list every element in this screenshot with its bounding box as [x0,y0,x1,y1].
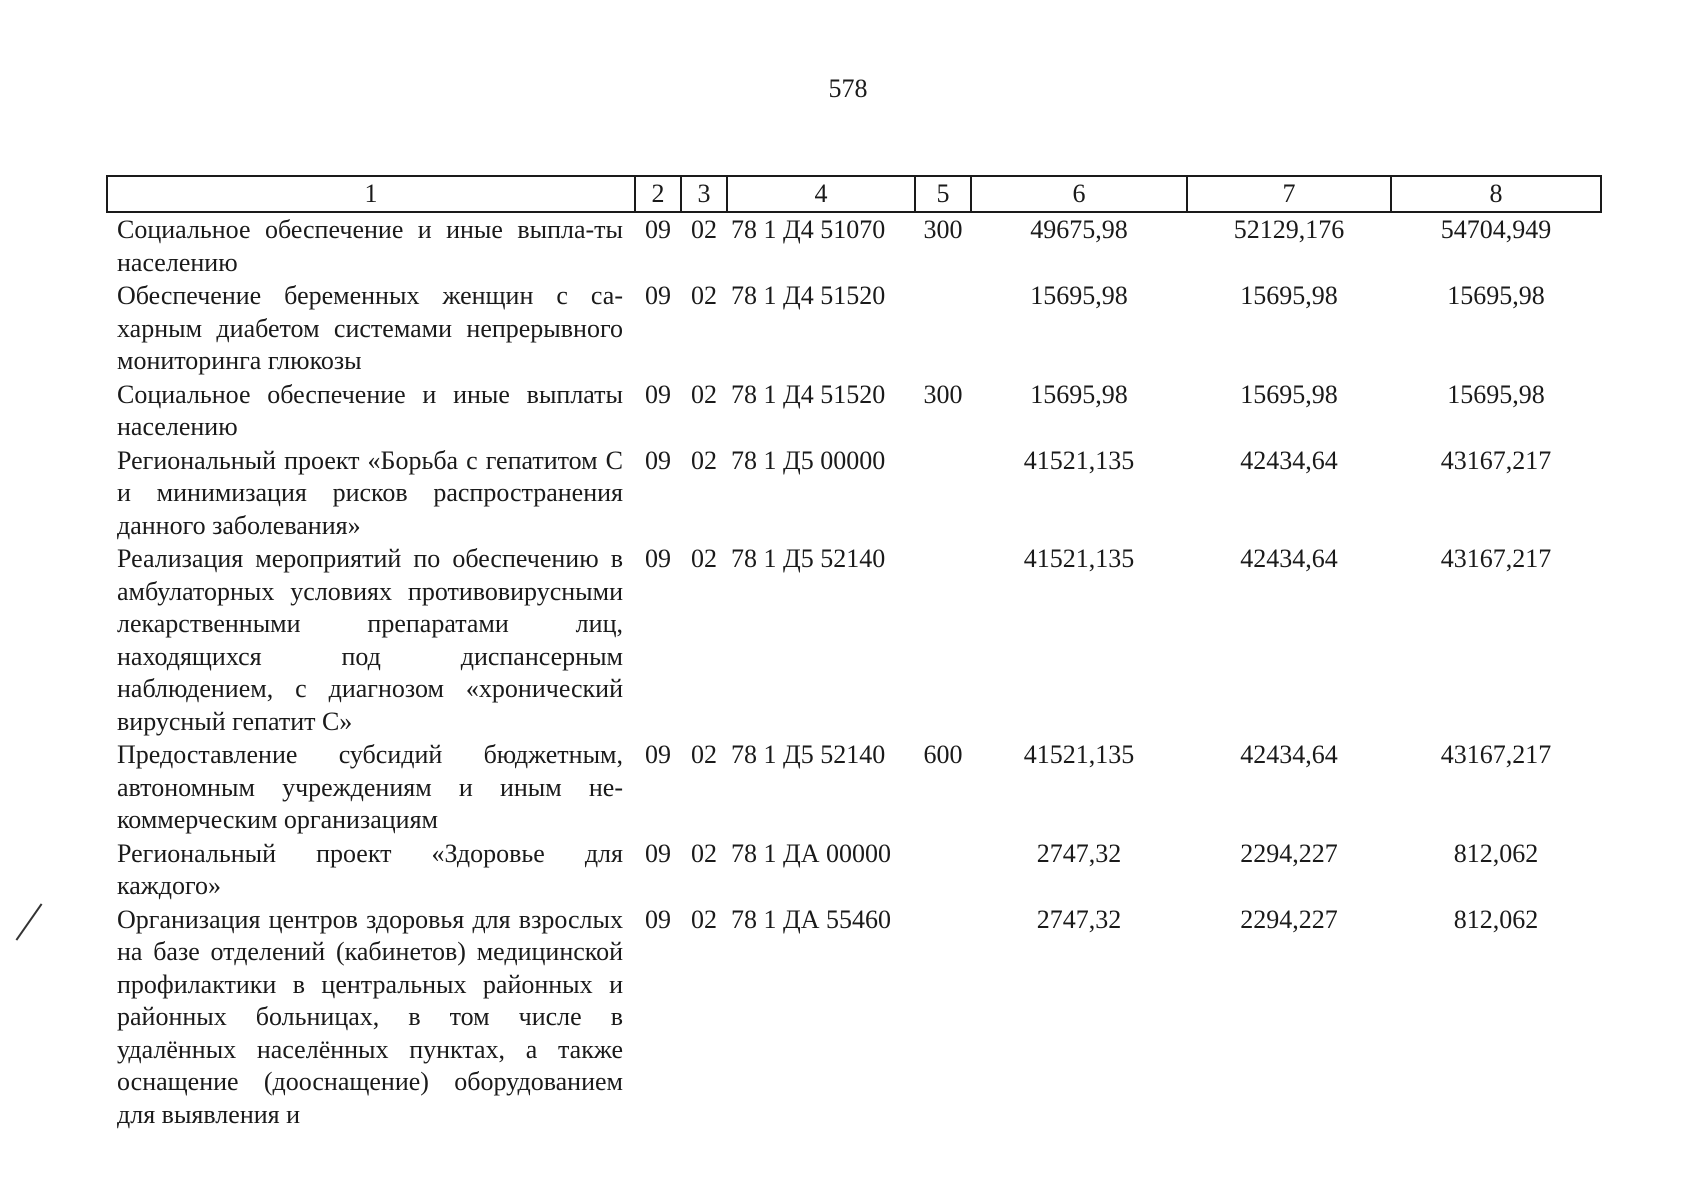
row-amount-1: 41521,135 [1023,445,1135,475]
table-row [107,903,1601,1132]
row-amount-3: 15695,98 [1447,281,1545,310]
row-target-code: 78 1 Д5 00000 [731,445,886,475]
row-amount-2: 15695,98 [1240,379,1338,409]
row-expense-type [915,542,971,738]
pen-mark [16,903,43,940]
row-subsection: 02 [691,379,717,409]
row-amount-3: 15695,98 [1447,379,1545,409]
row-section: 09 [645,281,671,310]
row-expense-type [915,279,971,378]
row-amount-1: 2747,32 [1036,838,1122,868]
row-expense-type: 600 [923,740,963,769]
row-name: Социальное обеспечение и иные выплаты населению [117,379,623,441]
row-amount-2: 2294,227 [1240,838,1338,868]
row-amount-2: 42434,64 [1240,445,1338,475]
row-amount-3: 43167,217 [1440,740,1552,769]
row-name: Обеспечение беременных женщин с сахарным диабетом системами непрерывного мониторинга глюкозы [117,281,623,375]
header-col-1: 1 [107,176,635,212]
header-col-6: 6 [971,176,1187,212]
row-amount-2: 52129,176 [1233,215,1345,244]
row-section: 09 [645,838,671,868]
page-number: 578 [828,74,868,103]
row-amount-3: 43167,217 [1440,544,1552,573]
table-row [107,542,1601,738]
row-expense-type: 300 [923,379,963,409]
row-subsection: 02 [691,544,717,573]
row-amount-3: 812,062 [1453,904,1539,934]
row-section: 09 [645,740,671,769]
table-row [107,378,1601,444]
row-amount-1: 15695,98 [1030,281,1128,310]
budget-table [106,175,1602,1131]
row-amount-1: 15695,98 [1030,379,1128,409]
row-amount-2: 2294,227 [1240,904,1338,934]
row-name: Социальное обеспечение и иные выпла-ты населению [117,215,623,277]
header-col-5: 5 [915,176,971,212]
row-subsection: 02 [691,740,717,769]
row-expense-type [915,444,971,543]
row-target-code: 78 1 ДА 55460 [731,904,892,934]
row-amount-2: 42434,64 [1240,740,1338,769]
row-target-code: 78 1 Д4 51070 [731,215,886,244]
row-target-code: 78 1 ДА 00000 [731,838,892,868]
row-target-code: 78 1 Д4 51520 [731,379,886,409]
row-subsection: 02 [691,281,717,310]
row-name: Реализация мероприятий по обеспечению в амбулаторных условиях противовирусными лекарственными препаратами лиц, находящихся под диспансерным наблюдением, с диагнозом «хронический вирусный гепатит С» [117,544,623,736]
header-col-4: 4 [727,176,915,212]
row-name: Региональный проект «Борьба с гепатитом С и минимизация рисков распространения данного заболевания» [117,445,623,540]
row-section: 09 [645,215,671,244]
row-subsection: 02 [691,445,717,475]
row-target-code: 78 1 Д4 51520 [731,281,886,310]
row-section: 09 [645,445,671,475]
row-amount-1: 41521,135 [1023,544,1135,573]
table-row [107,444,1601,543]
row-target-code: 78 1 Д5 52140 [731,544,886,573]
row-amount-2: 42434,64 [1240,544,1338,573]
header-col-2: 2 [635,176,681,212]
table-row [107,212,1601,279]
row-expense-type [915,903,971,1132]
row-subsection: 02 [691,215,717,244]
row-section: 09 [645,904,671,934]
row-subsection: 02 [691,838,717,868]
row-section: 09 [645,379,671,409]
row-expense-type: 300 [923,215,963,244]
row-amount-3: 812,062 [1453,838,1539,868]
row-name: Организация центров здоровья для взрослых на базе отделений (кабинетов) медицинской профилактики в центральных районных и районных больницах, в том числе в удалённых населённых пунктах, а также оснащение (дооснащение) оборудованием для выявления и [117,904,623,1129]
row-amount-3: 54704,949 [1440,215,1552,244]
row-amount-1: 2747,32 [1036,904,1122,934]
row-amount-2: 15695,98 [1240,281,1338,310]
table-row [107,738,1601,837]
row-subsection: 02 [691,904,717,934]
row-name: Региональный проект «Здоровье для каждого» [117,838,623,900]
row-name: Предоставление субсидий бюджетным, автономным учреждениям и иным некоммерческим организациям [117,740,623,834]
header-col-8: 8 [1391,176,1601,212]
row-expense-type [915,837,971,903]
table-row [107,837,1601,903]
table-header [107,176,1601,212]
row-target-code: 78 1 Д5 52140 [731,740,886,769]
table-row [107,279,1601,378]
row-amount-1: 49675,98 [1030,215,1128,244]
row-amount-3: 43167,217 [1440,445,1552,475]
row-section: 09 [645,544,671,573]
header-col-7: 7 [1187,176,1391,212]
header-col-3: 3 [681,176,727,212]
row-amount-1: 41521,135 [1023,740,1135,769]
